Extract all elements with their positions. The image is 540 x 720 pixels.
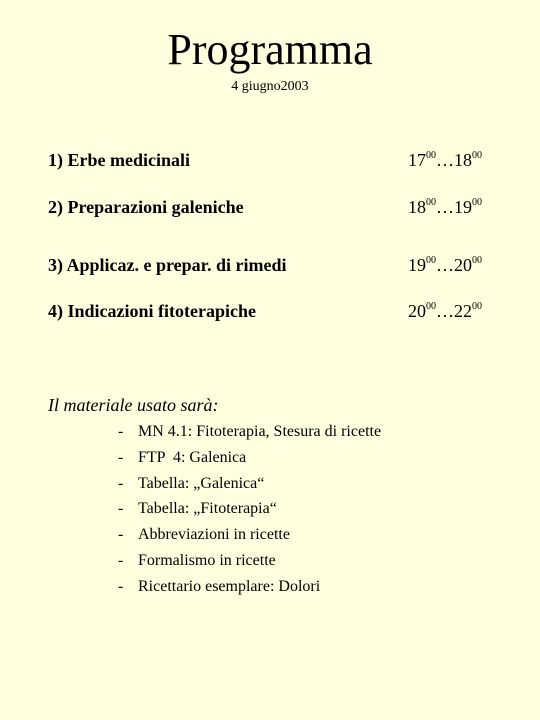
material-item	[118, 524, 381, 550]
agenda-item	[48, 195, 508, 219]
material-item	[118, 421, 381, 447]
end-hour: 20	[454, 255, 472, 275]
end-minutes: 00	[472, 197, 482, 208]
material-item	[118, 498, 381, 524]
agenda-time	[408, 195, 482, 219]
agenda-item	[48, 299, 508, 323]
start-minutes: 00	[426, 150, 436, 161]
agenda-topic: 2) Preparazioni galeniche	[48, 197, 244, 217]
agenda-time	[408, 253, 482, 277]
bullet-dash: -	[118, 500, 124, 518]
material-label: FTP 4: Galenica	[138, 448, 247, 466]
bullet-dash: -	[118, 577, 124, 595]
bullet-dash: -	[118, 448, 124, 466]
agenda-topic: 1) Erbe medicinali	[48, 150, 190, 170]
material-item	[118, 473, 381, 499]
end-minutes: 00	[472, 150, 482, 161]
material-item	[118, 576, 381, 602]
start-hour: 17	[408, 150, 426, 170]
start-hour: 18	[408, 197, 426, 217]
agenda-item	[48, 253, 508, 277]
page-title: Programma	[167, 25, 373, 74]
bullet-dash: -	[118, 474, 124, 492]
time-separator: …	[436, 301, 454, 321]
bullet-dash: -	[118, 526, 124, 544]
end-minutes: 00	[472, 255, 482, 266]
end-minutes: 00	[472, 301, 482, 312]
end-hour: 19	[454, 197, 472, 217]
start-minutes: 00	[426, 197, 436, 208]
bullet-dash: -	[118, 551, 124, 569]
bullet-dash: -	[118, 423, 124, 440]
time-separator: …	[436, 255, 454, 275]
material-label: MN 4.1: Fitoterapia, Stesura di ricette	[138, 423, 382, 440]
materials-list	[118, 421, 381, 602]
end-hour: 22	[454, 301, 472, 321]
time-separator: …	[436, 150, 454, 170]
agenda-topic: 3) Applicaz. e prepar. di rimedi	[48, 255, 287, 275]
agenda-item	[48, 148, 508, 172]
start-minutes: 00	[426, 255, 436, 266]
material-label: Ricettario esemplare: Dolori	[138, 577, 321, 595]
material-label: Tabella: „Fitoterapia“	[138, 500, 277, 518]
time-separator: …	[436, 197, 454, 217]
page-date: 4 giugno2003	[231, 79, 309, 94]
material-label: Tabella: „Galenica“	[138, 474, 265, 492]
agenda-time	[408, 299, 482, 323]
material-item	[118, 550, 381, 576]
material-label: Abbreviazioni in ricette	[138, 526, 290, 544]
agenda-topic: 4) Indicazioni fitoterapiche	[48, 301, 256, 321]
materials-heading: Il materiale usato sarà:	[48, 395, 219, 415]
agenda-time	[408, 148, 482, 172]
start-minutes: 00	[426, 301, 436, 312]
end-hour: 18	[454, 150, 472, 170]
start-hour: 20	[408, 301, 426, 321]
material-label: Formalismo in ricette	[138, 551, 276, 569]
start-hour: 19	[408, 255, 426, 275]
material-item	[118, 447, 381, 473]
